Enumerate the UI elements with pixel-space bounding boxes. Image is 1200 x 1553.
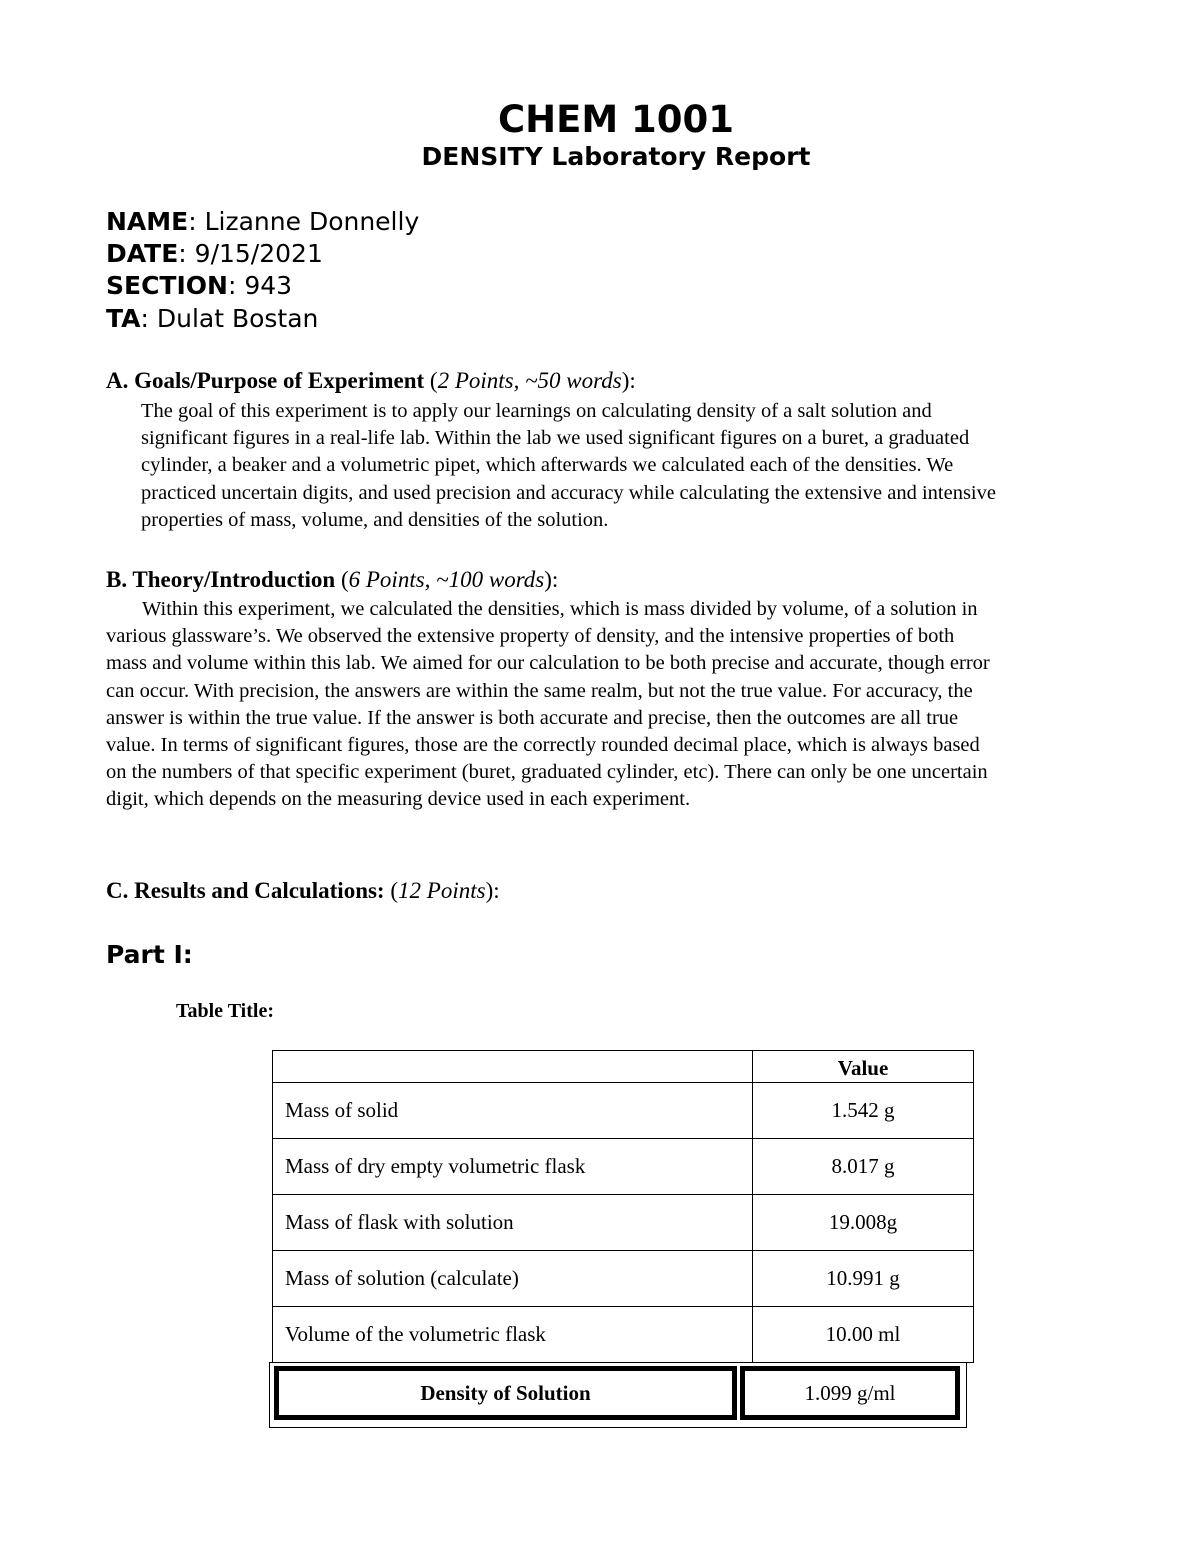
section-b-points: 6 Points, ~100 words (348, 567, 545, 592)
density-row (269, 1362, 967, 1428)
row-label: Mass of solid (273, 1083, 753, 1139)
report-title: DENSITY Laboratory Report (421, 142, 811, 171)
density-label: Density of Solution (274, 1366, 737, 1420)
row-label: Mass of solution (calculate) (273, 1251, 753, 1307)
section-b-heading: B. Theory/Introduction (6 Points, ~100 words): (106, 567, 559, 592)
section-b-line: on the numbers of that specific experiment (buret, graduated cylinder, etc). There can only be one uncertain (106, 761, 988, 784)
section-a-line: practiced uncertain digits, and used precision and accuracy while calculating the extensive and intensive (141, 481, 996, 504)
date-line: DATE: 9/15/2021 (106, 239, 323, 268)
row-label: Volume of the volumetric flask (273, 1307, 753, 1363)
table-header-empty (273, 1051, 753, 1083)
section-b-line: Within this experiment, we calculated the densities, which is mass divided by volume, of a solution in (142, 598, 978, 620)
section-a-line: The goal of this experiment is to apply our learnings on calculating density of a salt solution and (141, 400, 932, 422)
part-one-label: Part I: (106, 940, 193, 969)
row-label: Mass of dry empty volumetric flask (273, 1139, 753, 1195)
results-table (272, 1050, 974, 1363)
section-a-line: cylinder, a beaker and a volumetric pipet, which afterwards we calculated each of the densities. We (141, 454, 954, 477)
section-c-heading: C. Results and Calculations: (12 Points): (106, 878, 500, 903)
row-value: 8.017 g (753, 1139, 974, 1195)
ta-line: TA: Dulat Bostan (106, 304, 319, 333)
ta-value: Dulat Bostan (156, 304, 319, 333)
section-a-points: 2 Points, ~50 words (437, 368, 622, 393)
section-c-title: C. Results and Calculations: (106, 878, 385, 903)
section-b-line: mass and volume within this lab. We aimed for our calculation to be both precise and accurate, though error (106, 652, 990, 675)
name-line: NAME: Lizanne Donnelly (106, 207, 420, 236)
row-value: 10.991 g (753, 1251, 974, 1307)
density-value: 1.099 g/ml (740, 1366, 960, 1420)
section-a-line: properties of mass, volume, and densities of the solution. (141, 508, 609, 531)
date-value: 9/15/2021 (194, 239, 323, 268)
section-b-line: various glassware’s. We observed the extensive property of density, and the intensive properties of both (106, 625, 955, 648)
table-title-label: Table Title: (176, 1000, 274, 1022)
row-value: 10.00 ml (753, 1307, 974, 1363)
table-row (273, 1251, 974, 1307)
name-label: NAME (106, 207, 189, 236)
table-row (273, 1139, 974, 1195)
row-label: Mass of flask with solution (273, 1195, 753, 1251)
section-a-heading: A. Goals/Purpose of Experiment (2 Points, ~50 words): (106, 368, 636, 393)
row-value: 19.008g (753, 1195, 974, 1251)
table-header-row (273, 1051, 974, 1083)
section-label: SECTION (106, 271, 228, 300)
section-b-title: B. Theory/Introduction (106, 567, 336, 592)
date-label: DATE (106, 239, 179, 268)
value-column-header: Value (753, 1051, 974, 1083)
course-title: CHEM 1001 (497, 98, 735, 141)
name-value: Lizanne Donnelly (204, 207, 420, 236)
section-value: 943 (244, 271, 293, 300)
ta-label: TA (106, 304, 141, 333)
section-b-line: value. In terms of significant figures, those are the correctly rounded decimal place, which is always based (106, 734, 980, 757)
section-line: SECTION: 943 (106, 271, 293, 300)
row-value: 1.542 g (753, 1083, 974, 1139)
section-a-title: A. Goals/Purpose of Experiment (106, 368, 425, 393)
section-c-points: 12 Points (398, 878, 486, 903)
table-row (273, 1307, 974, 1363)
section-b-paragraph (106, 596, 990, 814)
table-row (273, 1195, 974, 1251)
section-b-line: can occur. With precision, the answers are within the same realm, but not the true value. For accuracy, the (106, 679, 973, 702)
section-a-line: significant figures in a real-life lab. Within the lab we used significant figures on a buret, a graduated (141, 427, 970, 450)
section-a-paragraph (141, 398, 996, 534)
section-b-line: answer is within the true value. If the answer is both accurate and precise, then the outcomes are all true (106, 706, 959, 729)
section-b-line: digit, which depends on the measuring device used in each experiment. (106, 788, 691, 811)
table-row (273, 1083, 974, 1139)
